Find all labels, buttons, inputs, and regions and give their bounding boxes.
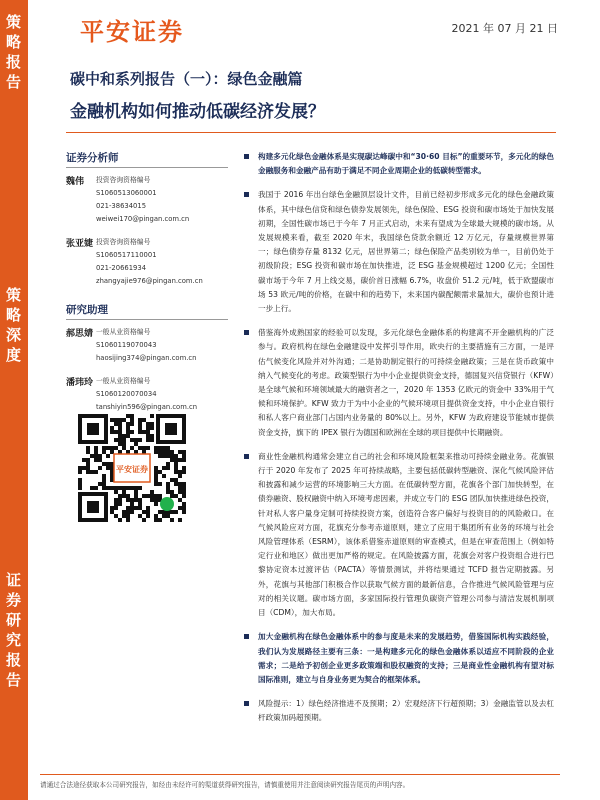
qr-module — [90, 486, 94, 490]
qr-module — [142, 418, 146, 422]
qr-module — [118, 426, 122, 430]
qr-module — [94, 458, 98, 462]
qr-module — [158, 494, 162, 498]
qr-module — [158, 518, 162, 522]
qr-module — [138, 486, 142, 490]
qr-module — [106, 486, 110, 490]
qr-module — [162, 450, 166, 454]
bullet-square-icon — [244, 330, 249, 335]
assistant-name: 郝思婧 — [66, 329, 94, 339]
qr-module — [142, 518, 146, 522]
assistant-email[interactable]: tanshiyin596@pingan.com.cn — [96, 403, 198, 411]
bullet-square-icon — [244, 192, 249, 197]
qr-module — [110, 426, 114, 430]
qr-module — [98, 466, 102, 470]
qr-module — [178, 486, 182, 490]
title-divider — [66, 132, 556, 133]
qr-module — [150, 438, 154, 442]
qr-module — [102, 462, 106, 466]
qr-module — [134, 506, 138, 510]
analyst-email[interactable]: zhangyajie976@pingan.com.cn — [96, 277, 203, 285]
qr-module — [102, 482, 106, 486]
assistant-email[interactable]: haosijing374@pingan.com.cn — [96, 354, 197, 362]
qr-module — [170, 494, 174, 498]
bullet-square-icon — [244, 701, 249, 706]
qr-module — [162, 446, 166, 450]
qr-module — [82, 466, 86, 470]
qr-module — [134, 486, 138, 490]
qr-module — [158, 446, 162, 450]
qr-module — [122, 418, 126, 422]
sidebar-label-depth: 策 略 深 度 — [5, 286, 22, 364]
qr-module — [126, 514, 130, 518]
qr-module — [182, 454, 186, 458]
analysts-heading: 证券分析师 — [66, 150, 228, 168]
summary-paragraph: 加大金融机构在绿色金融体系中的参与度是未来的发展趋势，借鉴国际机构实践经验，我们认为发展路径主要有三条：一是构建多元化的绿色金融体系以适应不同阶段的企业需求；二是给予初创企业更多政策端和股权融资的支持；三是商业性金融机构有望对标国际准则，建立与自身业务更为契合的框架体系。 — [244, 630, 554, 687]
qr-module — [174, 494, 178, 498]
qr-module — [154, 470, 158, 474]
qr-module — [146, 510, 150, 514]
qr-module — [170, 478, 174, 482]
qr-module — [118, 434, 122, 438]
qr-module — [166, 462, 170, 466]
qr-module — [178, 490, 182, 494]
qr-module — [114, 514, 118, 518]
qr-module — [146, 514, 150, 518]
qr-module — [166, 446, 170, 450]
qr-module — [158, 510, 162, 514]
qr-module — [122, 434, 126, 438]
qr-module — [154, 514, 158, 518]
qr-module — [114, 486, 118, 490]
qr-module — [130, 510, 134, 514]
qr-module — [178, 518, 182, 522]
qr-module — [118, 518, 122, 522]
report-date: 2021 年 07 月 21 日 — [451, 22, 558, 35]
qr-module — [126, 510, 130, 514]
qr-module — [122, 514, 126, 518]
qr-module — [170, 518, 174, 522]
qr-module — [126, 414, 130, 418]
qr-module — [154, 498, 158, 502]
qr-module — [154, 450, 158, 454]
qr-code-icon[interactable] — [76, 412, 188, 524]
qr-module — [154, 466, 158, 470]
qr-module — [94, 486, 98, 490]
qr-module — [154, 518, 158, 522]
qr-module — [158, 450, 162, 454]
qr-module — [82, 458, 86, 462]
qr-module — [102, 474, 106, 478]
qr-module — [162, 474, 166, 478]
analyst-name: 魏伟 — [66, 177, 85, 187]
qr-module — [118, 438, 122, 442]
bullet-square-icon — [244, 454, 249, 459]
analyst-card — [66, 236, 228, 288]
analyst-cert-number: S1060517110001 — [96, 251, 157, 259]
qr-module — [118, 418, 122, 422]
qr-module — [122, 494, 126, 498]
qr-module — [150, 490, 154, 494]
qr-module — [154, 478, 158, 482]
qr-module — [114, 506, 118, 510]
qr-module — [78, 466, 82, 470]
qr-module — [174, 462, 178, 466]
qr-module — [118, 422, 122, 426]
qr-module — [114, 430, 118, 434]
qr-module — [138, 446, 142, 450]
qr-module — [122, 442, 126, 446]
qr-module — [138, 506, 142, 510]
qr-module — [150, 494, 154, 498]
qr-module — [174, 454, 178, 458]
qr-module — [174, 458, 178, 462]
assistant-cert-label: 一般从业资格编号 — [96, 377, 151, 385]
qr-module — [178, 470, 182, 474]
qr-module — [126, 430, 130, 434]
qr-module — [78, 482, 82, 486]
qr-module — [162, 514, 166, 518]
qr-module — [130, 422, 134, 426]
qr-module — [158, 482, 162, 486]
qr-module — [102, 450, 106, 454]
qr-module — [134, 494, 138, 498]
qr-module — [150, 426, 154, 430]
qr-module — [146, 438, 150, 442]
qr-module — [138, 430, 142, 434]
qr-module — [166, 466, 170, 470]
qr-module — [174, 466, 178, 470]
qr-module — [118, 502, 122, 506]
analyst-phone: 021-38634015 — [96, 202, 147, 210]
qr-module — [182, 470, 186, 474]
qr-module — [94, 454, 98, 458]
bullet-square-icon — [244, 154, 249, 159]
qr-module — [150, 414, 154, 418]
analyst-cert-number: S1060513060001 — [96, 189, 157, 197]
qr-module — [138, 502, 142, 506]
qr-module — [102, 486, 106, 490]
qr-module — [154, 474, 158, 478]
qr-module — [78, 478, 82, 482]
qr-module — [126, 422, 130, 426]
qr-module — [78, 470, 82, 474]
qr-module — [154, 482, 158, 486]
assistant-card — [66, 326, 228, 365]
qr-module — [126, 518, 130, 522]
qr-module — [154, 502, 158, 506]
qr-module — [134, 438, 138, 442]
qr-module — [110, 430, 114, 434]
qr-module — [98, 454, 102, 458]
qr-module — [142, 494, 146, 498]
qr-module — [170, 510, 174, 514]
qr-module — [118, 494, 122, 498]
qr-module — [170, 454, 174, 458]
report-headline: 金融机构如何推动低碳经济发展？ — [70, 102, 325, 122]
qr-module — [182, 486, 186, 490]
qr-module — [138, 422, 142, 426]
qr-module — [174, 478, 178, 482]
qr-module — [106, 454, 110, 458]
qr-module — [178, 474, 182, 478]
qr-module — [134, 442, 138, 446]
qr-module — [126, 434, 130, 438]
qr-module — [110, 486, 114, 490]
qr-module — [122, 438, 126, 442]
qr-module — [86, 470, 90, 474]
qr-module — [146, 446, 150, 450]
qr-module — [146, 506, 150, 510]
qr-module — [114, 502, 118, 506]
assistant-card — [66, 375, 228, 414]
assistant-cert-number: S1060120070034 — [96, 390, 157, 398]
analyst-name: 张亚婕 — [66, 239, 94, 249]
analyst-cert-label: 投资咨询资格编号 — [96, 176, 151, 184]
qr-module — [114, 438, 118, 442]
qr-module — [130, 446, 134, 450]
qr-module — [138, 514, 142, 518]
qr-module — [142, 446, 146, 450]
qr-module — [166, 514, 170, 518]
qr-module — [78, 486, 82, 490]
qr-module — [166, 486, 170, 490]
analyst-cert-label: 投资咨询资格编号 — [96, 238, 151, 246]
qr-module — [154, 446, 158, 450]
qr-module — [126, 426, 130, 430]
qr-module — [150, 498, 154, 502]
qr-module — [86, 458, 90, 462]
qr-module — [118, 442, 122, 446]
qr-module — [146, 434, 150, 438]
qr-module — [170, 458, 174, 462]
qr-module — [122, 490, 126, 494]
qr-module — [122, 486, 126, 490]
analyst-email[interactable]: weiwei170@pingan.com.cn — [96, 215, 190, 223]
qr-module — [146, 430, 150, 434]
qr-module — [182, 506, 186, 510]
qr-module — [106, 446, 110, 450]
summary-paragraph: 构建多元化绿色金融体系是实现碳达峰碳中和“30·60 目标”的重要环节，多元化的绿色金融服务和金融产品有助于满足不同企业周期企业的低碳转型需求。 — [244, 150, 554, 178]
qr-module — [86, 462, 90, 466]
qr-module — [130, 414, 134, 418]
qr-module — [182, 466, 186, 470]
qr-module — [90, 470, 94, 474]
qr-module — [126, 486, 130, 490]
qr-module — [86, 466, 90, 470]
qr-module — [182, 490, 186, 494]
qr-module — [110, 506, 114, 510]
qr-module — [90, 454, 94, 458]
qr-module — [178, 458, 182, 462]
qr-module — [166, 454, 170, 458]
qr-module — [130, 430, 134, 434]
qr-module — [158, 454, 162, 458]
qr-module — [142, 430, 146, 434]
sidebar-accent — [0, 0, 28, 800]
qr-module — [142, 510, 146, 514]
qr-module — [170, 450, 174, 454]
qr-module — [86, 446, 90, 450]
qr-module — [174, 482, 178, 486]
qr-module — [150, 434, 154, 438]
qr-module — [130, 506, 134, 510]
qr-module — [134, 498, 138, 502]
summary-paragraph: 我国于 2016 年出台绿色金融顶层设计文件，目前已经初步形成多元化的绿色金融政策体系，其中绿色信贷和绿色债券发展领先，绿色保险、ESG 投资和碳市场处于加快发展初期，全国性碳市场已于今年 7 月正式启动，未来有望成为全球最大规模的碳市场。从发展规模来看，截至 2020 年末，我国绿色贷款余额近 12 万亿元，存量规模世界第一；绿色债券存量 8132 亿元，居世界第二；绿色保险产品类别较为单一，目前仍处于初级阶段；ESG 投资和碳市场在加快推进，泛 ESG 基金规模超过 1200 亿元；全国性碳市场于今年 7 月上线交易，碳价首日涨幅 6.7%，收盘价 51.2 元/吨，低于欧盟碳市场 53 欧元/吨的价格，在碳中和的趋势下，未来国内碳配额需求量加大，碳价也预计进一步上行。 — [244, 188, 554, 316]
qr-module — [178, 506, 182, 510]
qr-module — [102, 446, 106, 450]
assistant-name: 潘玮玲 — [66, 378, 94, 388]
qr-module — [138, 418, 142, 422]
qr-module — [162, 454, 166, 458]
qr-module — [114, 446, 118, 450]
qr-module — [94, 450, 98, 454]
qr-module — [174, 470, 178, 474]
qr-module — [130, 418, 134, 422]
qr-module — [182, 494, 186, 498]
qr-module — [94, 446, 98, 450]
summary-column — [244, 150, 554, 736]
summary-paragraph: 商业性金融机构通常会建立自己的社会和环境风险框架来推动可持续金融业务。花旗银行于 2020 年发布了 2025 年可持续战略，主要包括低碳转型融资、深化气候风险评估和披露和减少运营的环境影响三大方面。在低碳转型方面，花旗各个部门加快转型，在债券融资、股权融资中纳入环境考虑因素，并成立专门的 ESG 团队加快推进绿色投资，针对私人客户量身定制可持续投资方案，创造符合客户偏好与投资目的的风险敞口。在气候风险应对方面，花旗充分参考赤道原则，建立了应用于集团所有业务的环境与社会风险管理体系（ESRM），该体系借鉴赤道原则的审查模式，但是在审查范围上（例如特定行业和地区）做出更加严格的规定。在风险披露方面，花旗会对客户投资组合进行巴黎协定资本过渡评估（PACTA）等情景测试，并将结果通过 TCFD 报告定期披露。另外，花旗与其他部门积极合作以获取气候方面的最新信息，合作推进气候风险管理与应对的相关议题。碳市场方面，多家国际投行管理负碳资产管理公司参与清洁发展机制项目（CDM），加大布局。 — [244, 450, 554, 620]
qr-module — [126, 498, 130, 502]
bullet-square-icon — [244, 634, 249, 639]
qr-module — [122, 510, 126, 514]
qr-module — [154, 494, 158, 498]
qr-module — [146, 422, 150, 426]
qr-module — [146, 426, 150, 430]
series-title: 碳中和系列报告（一）：绿色金融篇 — [70, 70, 303, 88]
assistants-heading: 研究助理 — [66, 302, 228, 320]
qr-module — [178, 498, 182, 502]
qr-module — [150, 422, 154, 426]
qr-module — [130, 486, 134, 490]
qr-module — [98, 458, 102, 462]
qr-module — [110, 510, 114, 514]
analyst-card — [66, 174, 228, 226]
qr-module — [182, 482, 186, 486]
qr-module — [182, 502, 186, 506]
footer-disclaimer: 请通过合法途径获取本公司研究报告，如经由未经许可的渠道获得研究报告，请慎重使用并注意阅读研究报告尾页的声明内容。 — [40, 774, 560, 789]
qr-module — [134, 490, 138, 494]
qr-module — [146, 494, 150, 498]
qr-module — [122, 446, 126, 450]
qr-module — [182, 458, 186, 462]
qr-module — [130, 502, 134, 506]
qr-module — [106, 462, 110, 466]
qr-module — [174, 510, 178, 514]
qr-module — [114, 498, 118, 502]
analyst-column — [66, 150, 228, 424]
qr-brand-logo: 平安证券 — [116, 465, 148, 474]
risk-warning: 风险提示：1）绿色经济推进不及预期；2）宏观经济下行超预期；3）金融监管以及去杠杆政策加码超预期。 — [244, 697, 554, 725]
qr-module — [86, 450, 90, 454]
qr-module — [102, 478, 106, 482]
qr-module — [178, 450, 182, 454]
company-logo: 平安证券 — [80, 18, 184, 46]
assistant-cert-label: 一般从业资格编号 — [96, 328, 151, 336]
qr-module — [126, 494, 130, 498]
qr-module — [182, 510, 186, 514]
qr-module — [138, 498, 142, 502]
analyst-phone: 021-20661934 — [96, 264, 147, 272]
qr-module — [130, 498, 134, 502]
qr-module — [118, 486, 122, 490]
qr-module — [110, 418, 114, 422]
qr-module — [170, 490, 174, 494]
qr-module — [118, 498, 122, 502]
qr-module — [114, 418, 118, 422]
qr-module — [138, 438, 142, 442]
assistant-cert-number: S1060119070043 — [96, 341, 157, 349]
qr-module — [166, 482, 170, 486]
qr-module — [118, 430, 122, 434]
summary-paragraph: 借鉴海外成熟国家的经验可以发现，多元化绿色金融体系的构建离不开金融机构的广泛参与。政府机构在绿色金融建设中发挥引导作用，欧央行的主要措施有三方面，一是评估气候变化风险并对外沟通；二是协助制定银行的可持续金融政策；三是在货币政策中纳入气候变化的考虑。政策型银行为中小企业提供资金支持，德国复兴信贷银行（KFW）是全球气候和环境领域最大的融资者之一，2020 年 1353 亿欧元的资金中 33%用于气候和环境保护。KFW 致力于为中小企业的气候环境项目提供资金支持，中小企业自银行和私人客户商业部门占国内业务量的 80%以上。另外，KFW 为政府建设节能城市提供资金支持，旗下的 IPEX 银行为德国和欧洲在全球的项目提供中长期融资。 — [244, 326, 554, 440]
qr-module — [178, 482, 182, 486]
qr-module — [166, 490, 170, 494]
qr-module — [114, 490, 118, 494]
qr-module — [166, 450, 170, 454]
qr-module — [98, 482, 102, 486]
qr-module — [182, 450, 186, 454]
qr-module — [130, 438, 134, 442]
qr-module — [94, 470, 98, 474]
qr-module — [162, 466, 166, 470]
sidebar-label-research: 证 券 研 究 报 告 — [5, 571, 22, 689]
qr-module — [158, 470, 162, 474]
qr-module — [106, 466, 110, 470]
qr-module — [126, 506, 130, 510]
qr-module — [110, 446, 114, 450]
sidebar-label-report-type: 策 略 报 告 — [5, 13, 22, 91]
qr-module — [138, 426, 142, 430]
qr-module — [114, 422, 118, 426]
